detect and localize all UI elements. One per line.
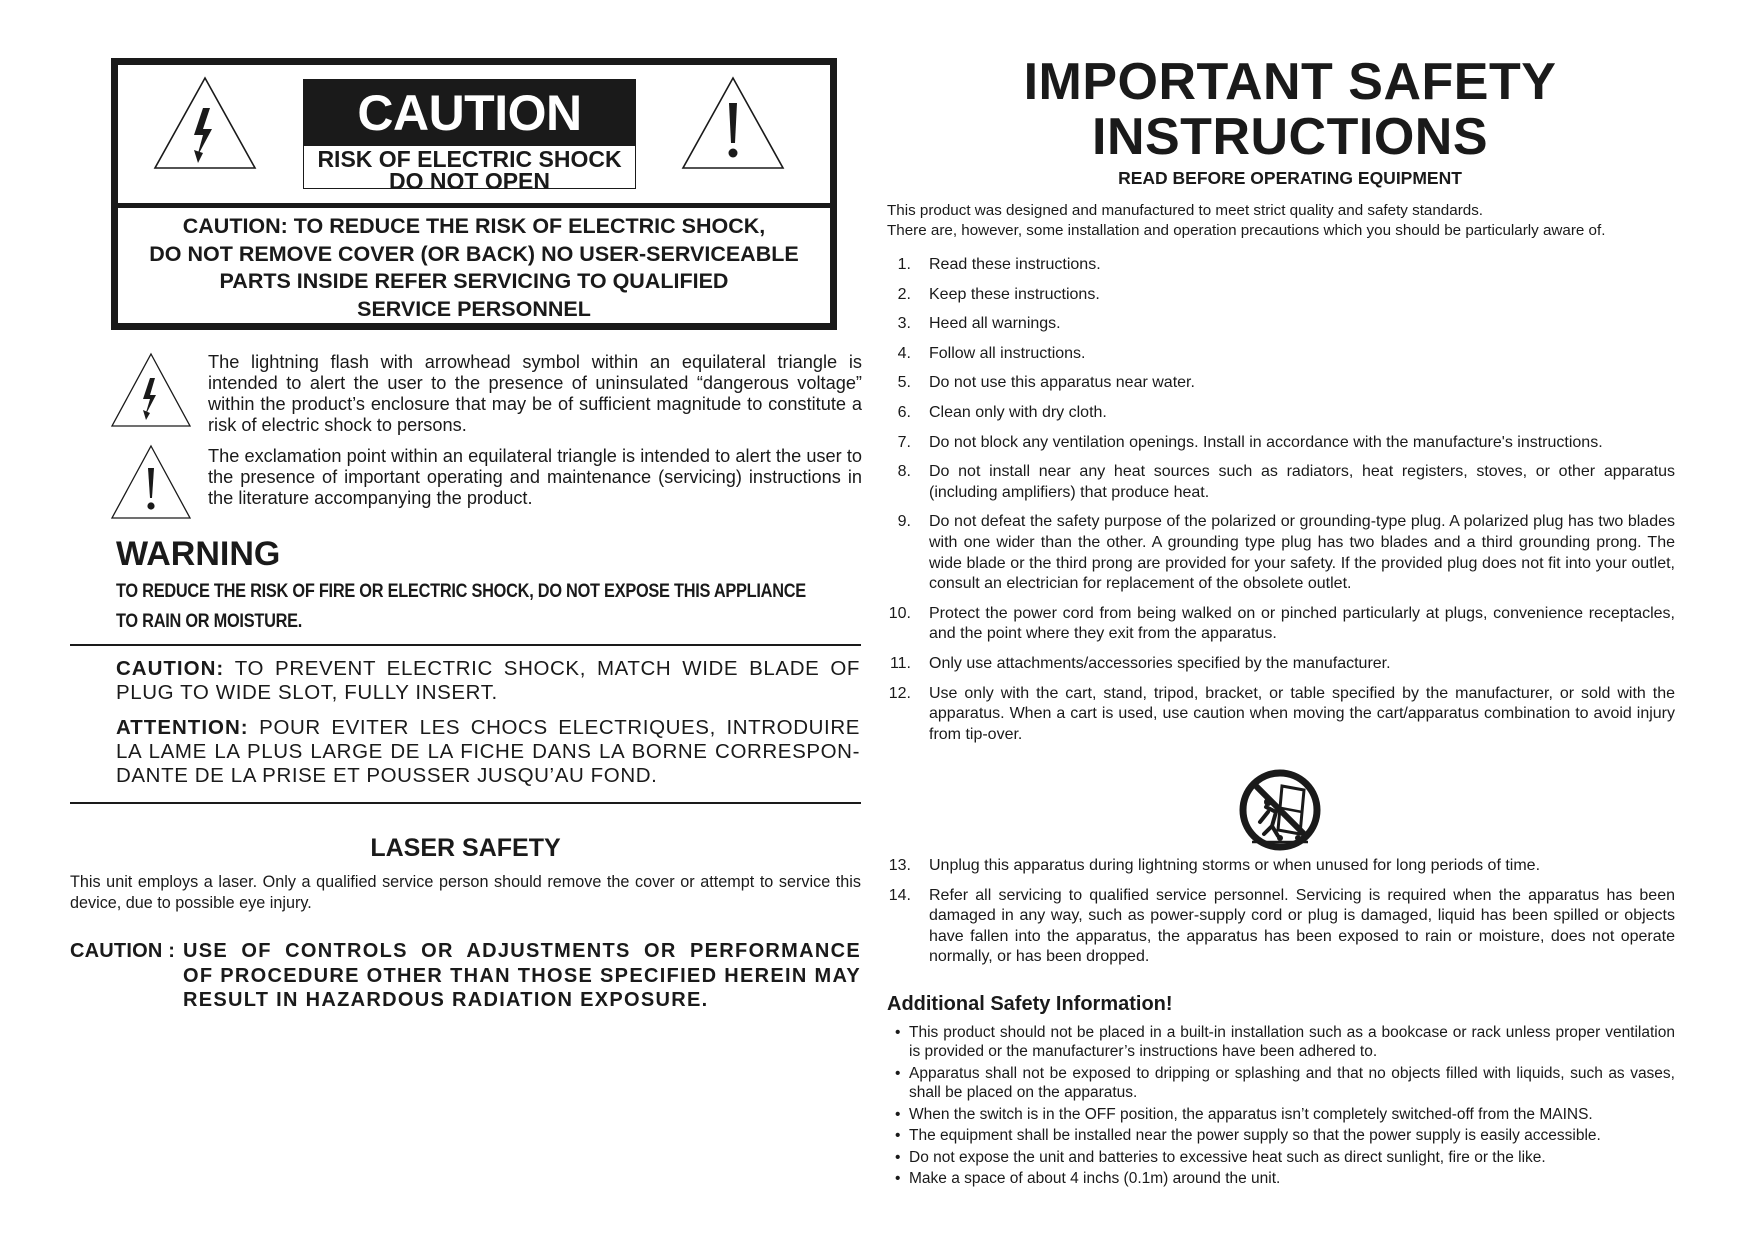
caution-box-line: SERVICE PERSONNEL: [357, 296, 591, 321]
lightning-triangle-icon: [150, 73, 260, 173]
additional-safety-text: Do not expose the unit and batteries to excessive heat such as direct sunlight, fire or the like.: [909, 1148, 1546, 1166]
instruction-item: [887, 654, 1675, 675]
plug-attention-text: [116, 716, 860, 788]
instruction-text: Only use attachments/accessories specified by the manufacturer.: [929, 654, 1391, 672]
exclamation-triangle-icon: [110, 444, 192, 526]
instruction-text: Unplug this apparatus during lightning storms or when unused for long periods of time.: [929, 857, 1541, 874]
caution-box-line: PARTS INSIDE REFER SERVICING TO QUALIFIED: [219, 269, 729, 293]
instruction-text: Clean only with dry cloth.: [929, 403, 1107, 421]
bullet-icon: •: [895, 1064, 901, 1082]
page-title-line: IMPORTANT SAFETY: [1023, 53, 1557, 111]
additional-safety-list: [887, 1023, 1675, 1191]
plug-caution-text: [116, 657, 860, 705]
instruction-list: [887, 255, 1675, 754]
instruction-item: [887, 255, 1675, 276]
intro-line: This product was designed and manufactured to meet strict quality and safety standards.: [887, 202, 1484, 219]
instruction-item: [887, 604, 1675, 645]
instruction-number: 9.: [897, 513, 911, 531]
plug-attention-body: POUR EVITER LES CHOCS ELECTRIQUES, INTRODUIRE LA LAME LA PLUS LARGE DE LA FICHE DANS LA BORNE CORRESPON-DANTE DE LA PRISE ET POUSSER JUSQU’AU FOND.: [116, 716, 860, 787]
instruction-number: 14.: [888, 886, 911, 904]
instruction-number: 13.: [888, 857, 911, 874]
caution-label-box: [111, 58, 837, 330]
caution-box-line: DO NOT REMOVE COVER (OR BACK) NO USER-SERVICEABLE: [149, 241, 799, 266]
divider-line: [70, 644, 861, 646]
caution-box-divider: [118, 203, 830, 208]
page-title-line: INSTRUCTIONS: [1092, 108, 1488, 166]
laser-safety-title: LASER SAFETY: [370, 834, 561, 862]
instruction-number: 7.: [897, 433, 911, 451]
instruction-text: Follow all instructions.: [929, 344, 1086, 362]
instruction-list: [887, 856, 1675, 977]
additional-safety-text: When the switch is in the OFF position, the apparatus isn’t completely switched-off from the MAINS.: [909, 1105, 1593, 1123]
instruction-item: [887, 856, 1675, 877]
instruction-text: Protect the power cord from being walked on or pinched particularly at plugs, convenience receptacles, and the point where they exit from the apparatus.: [929, 604, 1675, 643]
additional-safety-text: Make a space of about 4 inchs (0.1m) around the unit.: [909, 1170, 1281, 1188]
instruction-item: [887, 886, 1675, 968]
plug-caution-label: CAUTION:: [116, 657, 225, 680]
divider-line: [70, 802, 861, 804]
instruction-item: [887, 433, 1675, 454]
instruction-number: 6.: [897, 403, 911, 421]
additional-safety-title: Additional Safety Information!: [887, 993, 1173, 1015]
laser-caution-line: USE OF CONTROLS OR ADJUSTMENTS OR PERFORMANCE: [183, 940, 861, 962]
lightning-symbol-explanation: [110, 352, 862, 434]
instruction-text: Do not defeat the safety purpose of the polarized or grounding-type plug. A polarized plug has two blades with one wider than the other. A grounding type plug has two blades and a third grounding prong. The wide blade or the third prong are provided for your safety. If the provided plug does not fit into your outlet, consult an electrician for replacement of the obsolete outlet.: [929, 513, 1675, 593]
lightning-triangle-icon: [110, 352, 192, 434]
additional-safety-item: [887, 1023, 1675, 1061]
instruction-number: 12.: [888, 684, 911, 702]
additional-safety-item: [887, 1126, 1675, 1145]
caution-box-line: CAUTION: TO REDUCE THE RISK OF ELECTRIC SHOCK,: [182, 214, 766, 238]
instruction-item: [887, 684, 1675, 746]
instruction-number: 1.: [897, 256, 911, 273]
additional-safety-item: [887, 1064, 1675, 1102]
exclamation-triangle-icon: [678, 73, 788, 173]
instruction-number: 11.: [889, 654, 911, 672]
instruction-item: [887, 403, 1675, 424]
intro-text: [887, 201, 1717, 241]
additional-safety-text: The equipment shall be installed near the power supply so that the power supply is easily accessible.: [909, 1127, 1601, 1145]
instruction-number: 5.: [897, 374, 911, 392]
bullet-icon: •: [895, 1148, 901, 1166]
laser-safety-text: This unit employs a laser. Only a qualified service person should remove the cover or attempt to service this device, due to possible eye injury.: [70, 873, 861, 912]
additional-safety-item: [887, 1105, 1675, 1124]
caution-subtitle-line: RISK OF ELECTRIC SHOCK: [317, 146, 622, 172]
lightning-explanation-text: The lightning flash with arrowhead symbol within an equilateral triangle is intended to alert the user to the presence of uninsulated “dangerous voltage” within the product’s enclosure that may be of sufficient magnitude to constitute a risk of electric shock to persons.: [208, 352, 862, 435]
instruction-text: Keep these instructions.: [929, 285, 1100, 303]
instruction-item: [887, 314, 1675, 335]
exclamation-explanation-text: The exclamation point within an equilateral triangle is intended to alert the user to the presence of important operating and maintenance (servicing) instructions in the literature accompanying the product.: [208, 446, 862, 508]
instruction-number: 2.: [897, 285, 911, 303]
intro-line: There are, however, some installation and operation precautions which you should be particularly aware of.: [887, 222, 1606, 239]
plug-attention-label: ATTENTION:: [116, 716, 249, 739]
warning-line: TO REDUCE THE RISK OF FIRE OR ELECTRIC SHOCK, DO NOT EXPOSE THIS APPLIANCE: [116, 581, 806, 602]
bullet-icon: •: [895, 1105, 901, 1123]
page-subtitle: READ BEFORE OPERATING EQUIPMENT: [1118, 168, 1462, 188]
instruction-text: Do not install near any heat sources such as radiators, heat registers, stoves, or other apparatus (including amplifiers) that produce heat.: [929, 463, 1675, 501]
caution-subtitle-line: DO NOT OPEN: [388, 168, 550, 194]
bullet-icon: •: [895, 1170, 901, 1188]
additional-safety-item: [887, 1148, 1675, 1167]
bullet-icon: •: [895, 1024, 901, 1041]
instruction-number: 10.: [888, 604, 911, 622]
instruction-text: Heed all warnings.: [929, 315, 1061, 333]
instruction-item: [887, 462, 1675, 503]
instruction-text: Read these instructions.: [929, 256, 1101, 273]
instruction-item: [887, 285, 1675, 306]
caution-box-text: [118, 213, 830, 323]
caution-title: CAUTION: [304, 80, 635, 146]
warning-line: TO RAIN OR MOISTURE.: [116, 611, 303, 632]
instruction-item: [887, 512, 1675, 594]
bullet-icon: •: [895, 1127, 901, 1145]
instruction-text: Do not block any ventilation openings. Install in accordance with the manufacture's instructions.: [929, 433, 1603, 451]
instruction-item: [887, 373, 1675, 394]
laser-caution-label: CAUTION :: [70, 940, 176, 962]
instruction-text: Refer all servicing to qualified service personnel. Servicing is required when the apparatus has been damaged in any way, such as power-supply cord or plug is damaged, liquid has been spilled or objects have fallen into the apparatus, the apparatus has been exposed to rain or moisture, does not operate normally, or has been dropped.: [929, 886, 1675, 966]
instruction-number: 8.: [897, 463, 911, 481]
laser-caution-line: RESULT IN HAZARDOUS RADIATION EXPOSURE.: [183, 989, 709, 1011]
additional-safety-text: This product should not be placed in a built-in installation such as a bookcase or rack unless proper ventilation is provided or the manufacturer’s instructions have been adhered to.: [909, 1024, 1675, 1061]
warning-text: [116, 577, 806, 637]
instruction-number: 4.: [897, 344, 911, 362]
additional-safety-item: [887, 1169, 1675, 1188]
caution-label: [303, 79, 636, 194]
additional-safety-text: Apparatus shall not be exposed to dripping or splashing and that no objects filled with liquids, such as vases, shall be placed on the apparatus.: [909, 1064, 1675, 1101]
warning-heading: WARNING: [116, 535, 281, 573]
plug-caution-body: TO PREVENT ELECTRIC SHOCK, MATCH WIDE BLADE OF PLUG TO WIDE SLOT, FULLY INSERT.: [116, 657, 860, 704]
instruction-number: 3.: [897, 315, 911, 333]
instruction-text: Do not use this apparatus near water.: [929, 374, 1195, 392]
page-title: [885, 55, 1695, 165]
exclamation-symbol-explanation: [110, 446, 862, 518]
cart-tip-over-warning-icon: [1238, 768, 1322, 852]
laser-caution-line: OF PROCEDURE OTHER THAN THOSE SPECIFIED HEREIN MAY: [183, 964, 861, 987]
instruction-item: [887, 344, 1675, 365]
instruction-text: Use only with the cart, stand, tripod, bracket, or table specified by the manufacturer, or sold with the apparatus. When a cart is used, use caution when moving the cart/apparatus combination to avoid injury from tip-over.: [929, 684, 1675, 743]
